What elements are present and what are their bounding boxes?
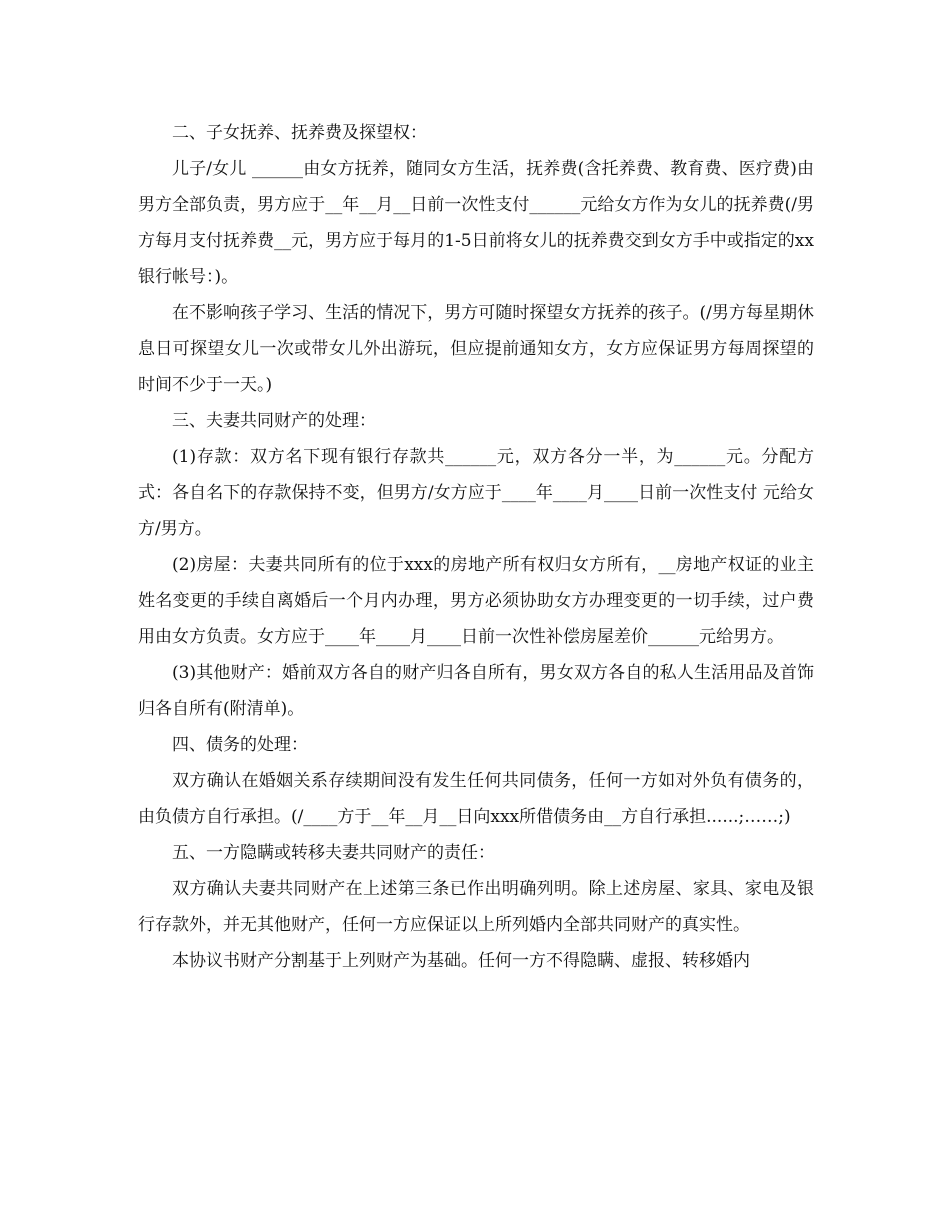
paragraph-housing: (2)房屋：夫妻共同所有的位于xxx的房地产所有权归女方所有，__房地产权证的业主姓名变更的手续自离婚后一个月内办理，男方必须协助女方办理变更的一切手续，过户费用由女方负责。女方应于____年____月____日前一次性补偿房屋差价______元给男方。 — [138, 555, 814, 647]
paragraph-property-confirmation: 双方确认夫妻共同财产在上述第三条已作出明确列明。除上述房屋、家具、家电及银行存款外，并无其他财产，任何一方应保证以上所列婚内全部共同财产的真实性。 — [138, 879, 814, 935]
paragraph-visitation: 在不影响孩子学习、生活的情况下，男方可随时探望女方抚养的孩子。(/男方每星期休息日可探望女儿一次或带女儿外出游玩，但应提前通知女方，女方应保证男方每周探望的时间不少于一天。) — [138, 303, 814, 395]
paragraph-other-property: (3)其他财产：婚前双方各自的财产归各自所有，男女双方各自的私人生活用品及首饰归各自所有(附清单)。 — [138, 663, 814, 719]
section-heading-concealment: 五、一方隐瞒或转移夫妻共同财产的责任： — [172, 843, 495, 863]
section-heading-child-custody: 二、子女抚养、抚养费及探望权： — [172, 123, 427, 143]
paragraph-debts: 双方确认在婚姻关系存续期间没有发生任何共同债务，任何一方如对外负有债务的，由负债方自行承担。(/____方于__年__月__日向xxx所借债务由__方自行承担......;……;) — [138, 771, 814, 827]
paragraph-property-division-basis: 本协议书财产分割基于上列财产为基础。任何一方不得隐瞒、虚报、转移婚内 — [172, 951, 750, 971]
paragraph-child-support: 儿子/女儿 ______由女方抚养，随同女方生活，抚养费(含托养费、教育费、医疗费)由男方全部负责，男方应于__年__月__日前一次性支付______元给女方作为女儿的抚养费(/男方每月支付抚养费__元，男方应于每月的1-5日前将女儿的抚养费交到女方手中或指定的xx银行帐号：)。 — [138, 159, 814, 287]
section-heading-joint-property: 三、夫妻共同财产的处理： — [172, 411, 376, 431]
section-heading-debts: 四、债务的处理： — [172, 735, 308, 755]
paragraph-deposits: (1)存款：双方名下现有银行存款共______元，双方各分一半，为______元。分配方式：各自名下的存款保持不变，但男方/女方应于____年____月____日前一次性支付 元给女方/男方。 — [138, 447, 814, 539]
document-body — [138, 115, 814, 979]
